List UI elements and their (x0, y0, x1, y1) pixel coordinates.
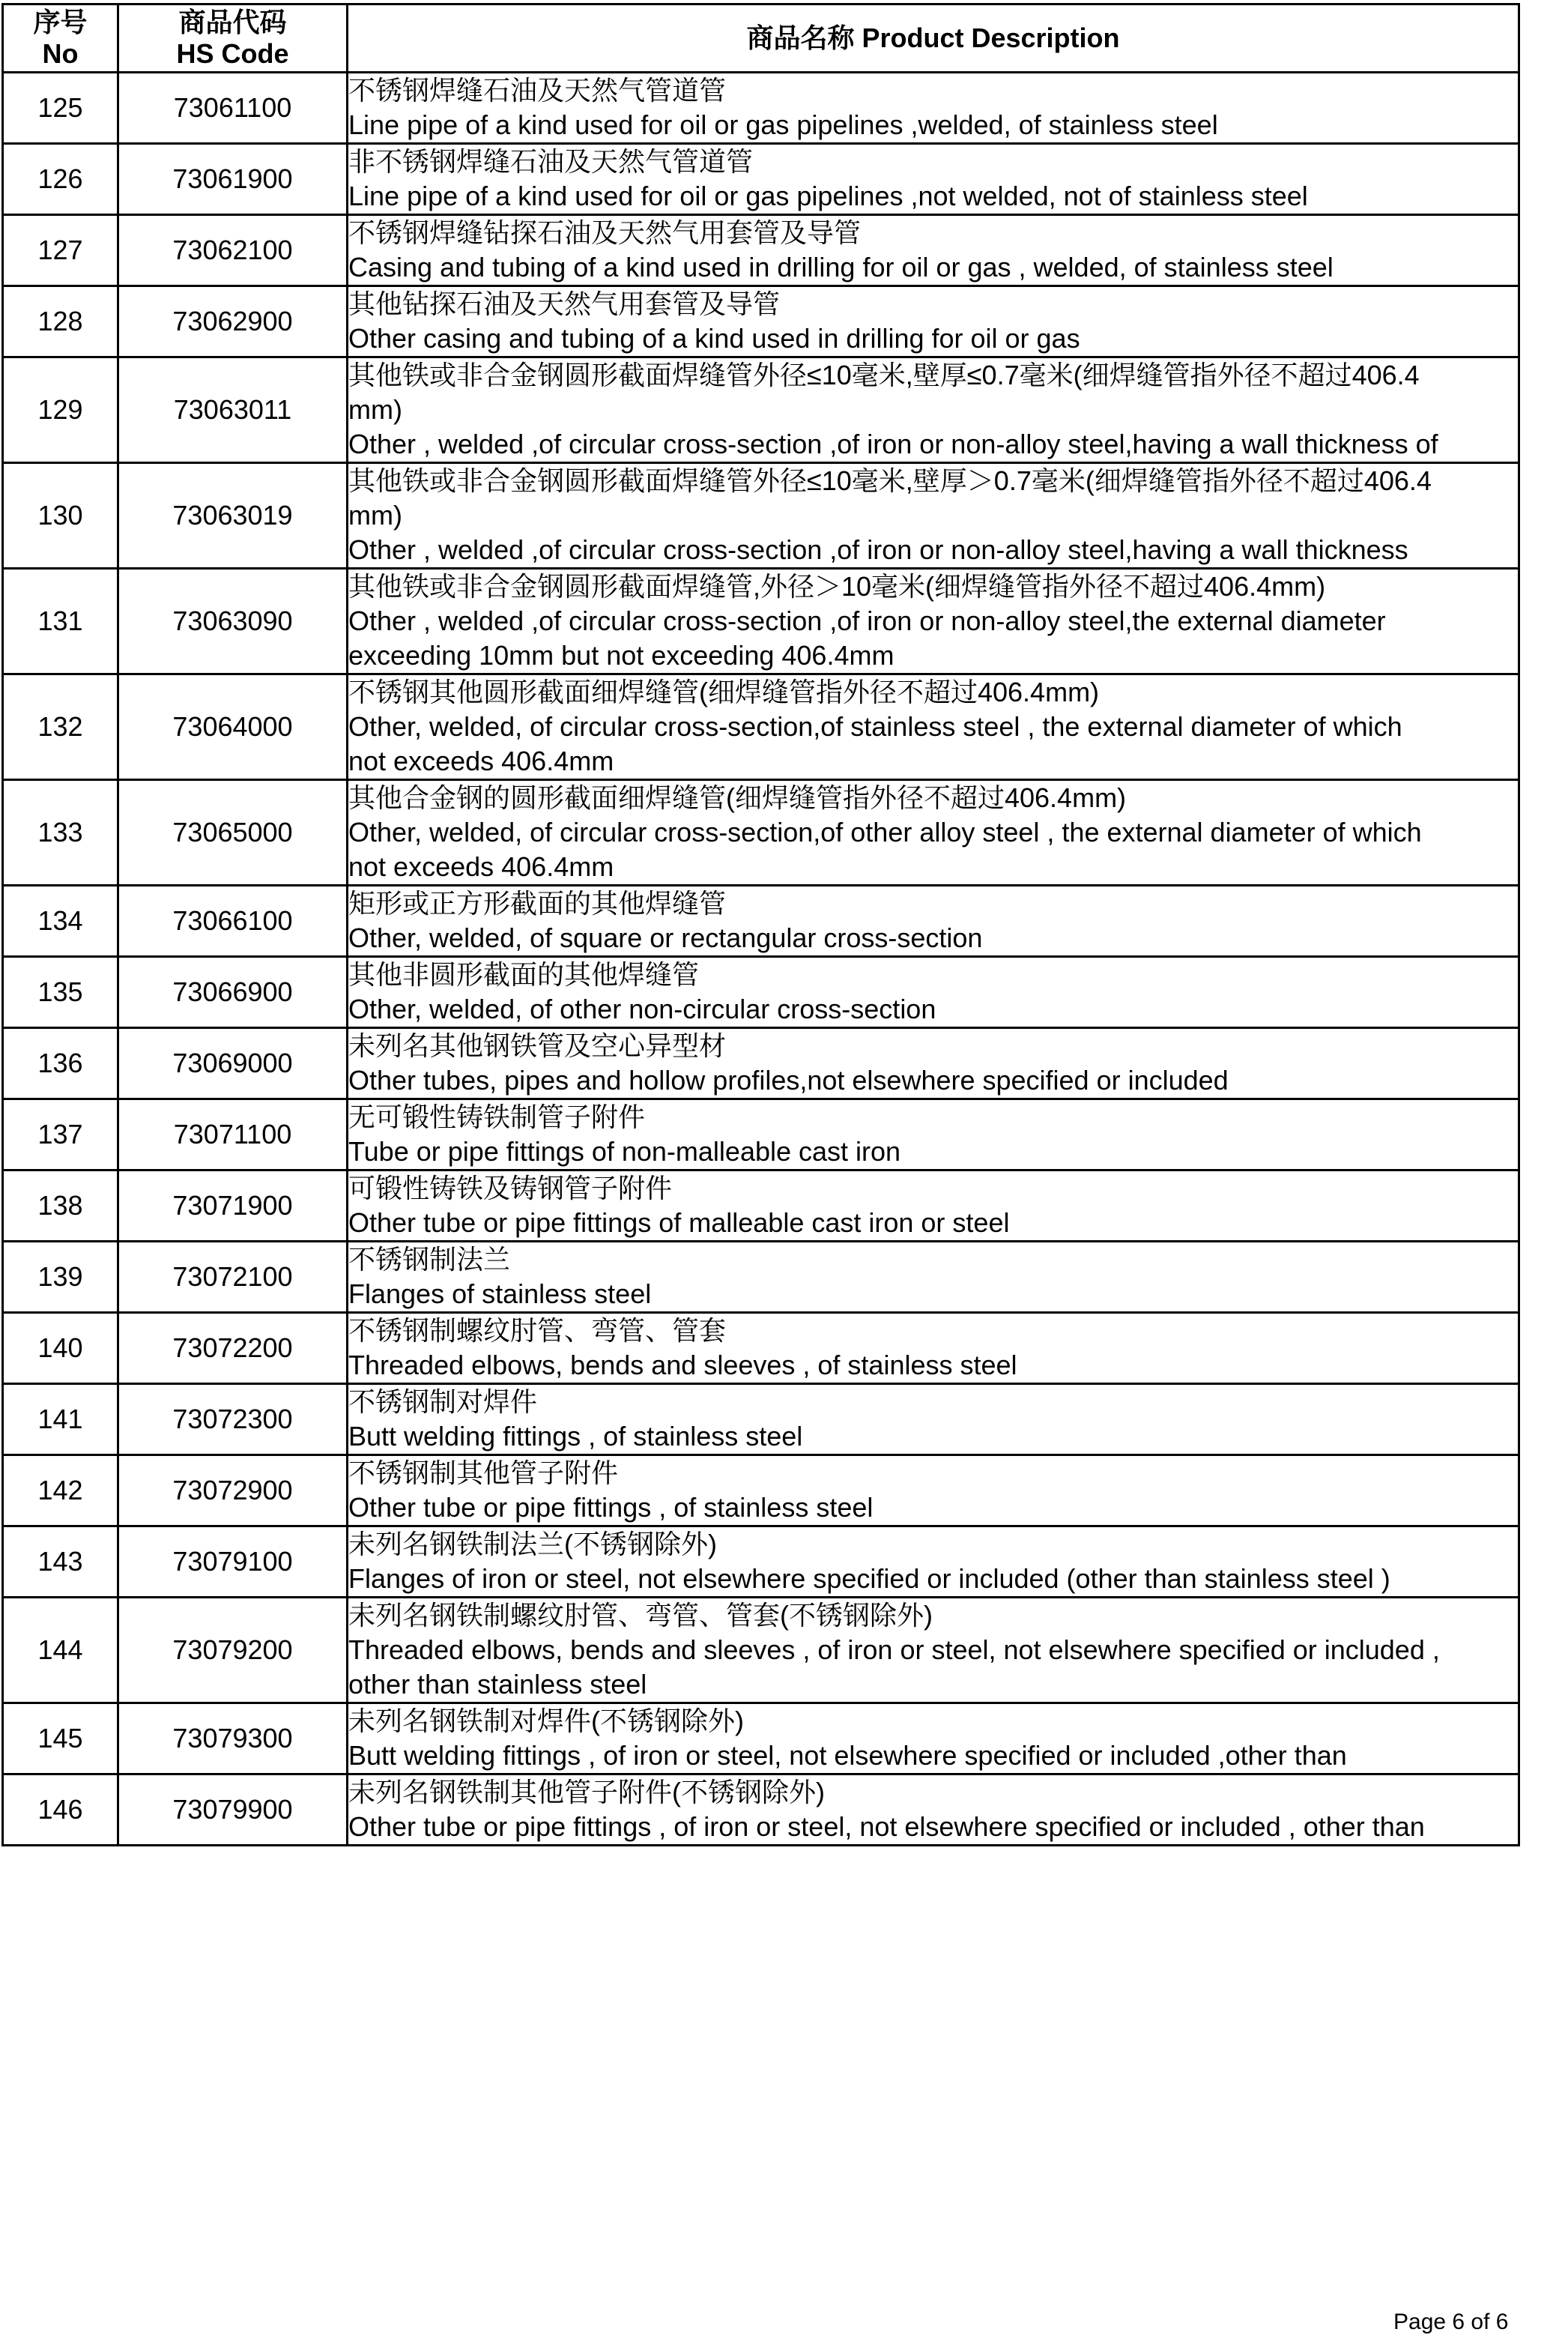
header-no-en: No (42, 38, 79, 69)
description-en: Other casing and tubing of a kind used in drilling for oil or gas (348, 323, 1080, 354)
product-description (348, 957, 1519, 1028)
product-description (348, 1526, 1519, 1598)
description-zh: 不锈钢制螺纹肘管、弯管、管套 (348, 1315, 727, 1346)
header-no-zh: 序号 (33, 7, 88, 37)
row-number: 126 (3, 144, 118, 215)
table-row (3, 144, 1519, 215)
product-description (348, 1774, 1519, 1846)
row-number: 143 (3, 1526, 118, 1598)
description-en: Other tube or pipe fittings of malleable cast iron or steel (348, 1207, 1010, 1238)
description-en: Other , welded ,of circular cross-section ,of iron or non-alloy steel,having a wall thickness (348, 534, 1408, 565)
description-en: Other, welded, of circular cross-section,of stainless steel , the external diameter of which (348, 711, 1402, 742)
page-number: Page 6 of 6 (1393, 2310, 1509, 2334)
row-number: 128 (3, 286, 118, 357)
description-zh: 不锈钢制其他管子附件 (348, 1458, 619, 1488)
table-row (3, 463, 1519, 569)
product-description (348, 1598, 1519, 1703)
description-en: Other tube or pipe fittings , of iron or steel, not elsewhere specified or included , other than (348, 1811, 1425, 1842)
description-zh: 矩形或正方形截面的其他焊缝管 (348, 888, 727, 919)
product-description (348, 674, 1519, 780)
row-number: 125 (3, 73, 118, 144)
description-en: Other, welded, of circular cross-section,of other alloy steel , the external diameter of which (348, 817, 1422, 848)
hs-code: 73072200 (118, 1313, 348, 1384)
header-code-zh: 商品代码 (178, 7, 287, 37)
description-zh: 未列名钢铁制其他管子附件(不锈钢除外) (348, 1777, 825, 1807)
description-zh-cont: mm) (348, 394, 402, 425)
table-row (3, 286, 1519, 357)
description-zh: 未列名钢铁制法兰(不锈钢除外) (348, 1529, 717, 1559)
table-row (3, 1774, 1519, 1846)
product-description (348, 357, 1519, 463)
hs-code: 73079200 (118, 1598, 348, 1703)
description-zh: 不锈钢其他圆形截面细焊缝管(细焊缝管指外径不超过406.4mm) (348, 677, 1100, 707)
hs-code: 73079900 (118, 1774, 348, 1846)
hs-code: 73071100 (118, 1099, 348, 1170)
description-zh: 其他合金钢的圆形截面细焊缝管(细焊缝管指外径不超过406.4mm) (348, 782, 1127, 813)
description-en: Other tube or pipe fittings , of stainless steel (348, 1492, 874, 1523)
product-description (348, 1313, 1519, 1384)
table-row (3, 357, 1519, 463)
description-zh: 未列名钢铁制螺纹肘管、弯管、管套(不锈钢除外) (348, 1600, 933, 1631)
header-no (3, 4, 118, 73)
description-en: exceeding 10mm but not exceeding 406.4mm (348, 640, 895, 671)
product-description (348, 286, 1519, 357)
description-zh: 其他钻探石油及天然气用套管及导管 (348, 289, 781, 319)
hs-code: 73071900 (118, 1170, 348, 1242)
description-en: Other, welded, of other non-circular cross-section (348, 994, 936, 1024)
table-row (3, 215, 1519, 286)
description-en: not exceeds 406.4mm (348, 746, 614, 776)
row-number: 140 (3, 1313, 118, 1384)
table-row (3, 1028, 1519, 1099)
product-description (348, 569, 1519, 674)
hs-code: 73061900 (118, 144, 348, 215)
product-description (348, 1099, 1519, 1170)
row-number: 135 (3, 957, 118, 1028)
description-en: Threaded elbows, bends and sleeves , of stainless steel (348, 1350, 1017, 1380)
header-hs-code (118, 4, 348, 73)
product-description (348, 1170, 1519, 1242)
description-en: Butt welding fittings , of iron or steel, not elsewhere specified or included ,other than (348, 1740, 1347, 1771)
table-row (3, 1703, 1519, 1774)
description-en: Other , welded ,of circular cross-section ,of iron or non-alloy steel,having a wall thickness of (348, 429, 1438, 459)
row-number: 138 (3, 1170, 118, 1242)
description-zh: 未列名其他钢铁管及空心异型材 (348, 1030, 727, 1061)
header-code-en: HS Code (176, 38, 289, 69)
hs-code: 73072100 (118, 1242, 348, 1313)
product-description (348, 463, 1519, 569)
row-number: 137 (3, 1099, 118, 1170)
table-row (3, 886, 1519, 957)
row-number: 146 (3, 1774, 118, 1846)
row-number: 136 (3, 1028, 118, 1099)
product-description (348, 1703, 1519, 1774)
row-number: 142 (3, 1455, 118, 1526)
hs-code: 73066900 (118, 957, 348, 1028)
hs-code: 73079300 (118, 1703, 348, 1774)
row-number: 131 (3, 569, 118, 674)
table-row (3, 569, 1519, 674)
row-number: 130 (3, 463, 118, 569)
product-description (348, 1242, 1519, 1313)
header-description: 商品名称 Product Description (348, 4, 1519, 73)
product-description (348, 886, 1519, 957)
description-zh: 不锈钢制对焊件 (348, 1386, 538, 1417)
hs-code: 73079100 (118, 1526, 348, 1598)
hs-code: 73063090 (118, 569, 348, 674)
product-description (348, 1455, 1519, 1526)
hs-code: 73069000 (118, 1028, 348, 1099)
description-zh-cont: mm) (348, 500, 402, 531)
table-body (3, 73, 1519, 1846)
row-number: 141 (3, 1384, 118, 1455)
description-en: Tube or pipe fittings of non-malleable cast iron (348, 1136, 901, 1167)
description-en: Other , welded ,of circular cross-section ,of iron or non-alloy steel,the external diameter (348, 605, 1386, 636)
description-en: other than stainless steel (348, 1669, 647, 1700)
description-zh: 其他铁或非合金钢圆形截面焊缝管外径≤10毫米,壁厚＞0.7毫米(细焊缝管指外径不超过406.4 (348, 465, 1432, 496)
hs-code: 73064000 (118, 674, 348, 780)
hs-code: 73066100 (118, 886, 348, 957)
row-number: 132 (3, 674, 118, 780)
row-number: 145 (3, 1703, 118, 1774)
product-description (348, 73, 1519, 144)
description-zh: 未列名钢铁制对焊件(不锈钢除外) (348, 1706, 744, 1736)
row-number: 133 (3, 780, 118, 886)
hs-code: 73063011 (118, 357, 348, 463)
description-zh: 其他铁或非合金钢圆形截面焊缝管,外径＞10毫米(细焊缝管指外径不超过406.4mm) (348, 571, 1326, 602)
description-zh: 不锈钢焊缝石油及天然气管道管 (348, 75, 727, 106)
row-number: 134 (3, 886, 118, 957)
hs-code: 73072300 (118, 1384, 348, 1455)
product-description (348, 1384, 1519, 1455)
table-row (3, 674, 1519, 780)
row-number: 139 (3, 1242, 118, 1313)
description-zh: 不锈钢制法兰 (348, 1244, 511, 1275)
table-row (3, 1170, 1519, 1242)
row-number: 144 (3, 1598, 118, 1703)
table-header-row (3, 4, 1519, 73)
table-row (3, 957, 1519, 1028)
table-row (3, 780, 1519, 886)
description-en: not exceeds 406.4mm (348, 851, 614, 882)
table-row (3, 1455, 1519, 1526)
description-zh: 其他铁或非合金钢圆形截面焊缝管外径≤10毫米,壁厚≤0.7毫米(细焊缝管指外径不超过406.4 (348, 360, 1420, 390)
description-en: Other, welded, of square or rectangular cross-section (348, 922, 983, 953)
product-description (348, 1028, 1519, 1099)
description-en: Other tubes, pipes and hollow profiles,not elsewhere specified or included (348, 1065, 1229, 1096)
product-description (348, 144, 1519, 215)
table-row (3, 73, 1519, 144)
description-en: Line pipe of a kind used for oil or gas pipelines ,not welded, not of stainless steel (348, 181, 1308, 211)
hs-code: 73061100 (118, 73, 348, 144)
description-zh: 其他非圆形截面的其他焊缝管 (348, 959, 700, 990)
hs-code: 73063019 (118, 463, 348, 569)
hs-code: 73065000 (118, 780, 348, 886)
description-zh: 可锻性铸铁及铸钢管子附件 (348, 1173, 673, 1203)
table-row (3, 1099, 1519, 1170)
description-en: Line pipe of a kind used for oil or gas pipelines ,welded, of stainless steel (348, 109, 1218, 140)
product-description (348, 780, 1519, 886)
table-row (3, 1313, 1519, 1384)
hs-code: 73062100 (118, 215, 348, 286)
description-en: Casing and tubing of a kind used in drilling for oil or gas , welded, of stainless steel (348, 252, 1334, 283)
description-zh: 无可锻性铸铁制管子附件 (348, 1102, 646, 1132)
description-zh: 不锈钢焊缝钻探石油及天然气用套管及导管 (348, 217, 862, 248)
description-zh: 非不锈钢焊缝石油及天然气管道管 (348, 146, 754, 177)
row-number: 129 (3, 357, 118, 463)
table-row (3, 1598, 1519, 1703)
description-en: Butt welding fittings , of stainless steel (348, 1421, 803, 1452)
hs-code: 73062900 (118, 286, 348, 357)
row-number: 127 (3, 215, 118, 286)
table-row (3, 1384, 1519, 1455)
hs-code: 73072900 (118, 1455, 348, 1526)
table-row (3, 1242, 1519, 1313)
table-row (3, 1526, 1519, 1598)
description-en: Threaded elbows, bends and sleeves , of iron or steel, not elsewhere specified or included , (348, 1634, 1440, 1665)
product-description (348, 215, 1519, 286)
description-en: Flanges of stainless steel (348, 1278, 652, 1309)
hs-code-table (1, 3, 1520, 1846)
description-en: Flanges of iron or steel, not elsewhere specified or included (other than stainless steel ) (348, 1563, 1390, 1594)
